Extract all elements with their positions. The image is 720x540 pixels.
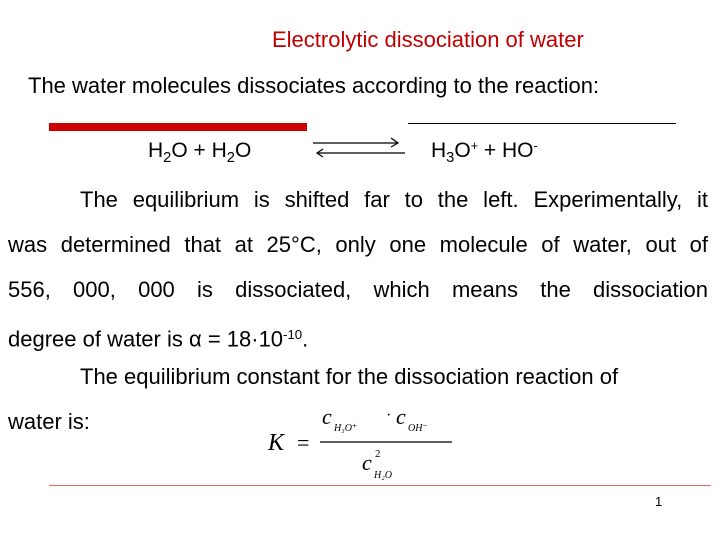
paragraph-line: The equilibrium is shifted far to the left. Experimentally, it <box>80 187 708 212</box>
intro-text: The water molecules dissociates according to the reaction: <box>28 73 600 98</box>
paragraph-line: 556, 000, 000 is dissociated, which means the dissociation <box>8 277 708 302</box>
denominator-sup-2: 2 <box>375 448 381 460</box>
footer-rule <box>49 485 711 486</box>
equals-sign: = <box>297 430 310 455</box>
paragraph-line: degree of water is $\alpha = 18\cdot 10^{-10}$. <box>8 326 309 352</box>
page-number: 1 <box>655 494 663 509</box>
denominator-c: c <box>362 450 372 475</box>
equilibrium-arrows-icon <box>308 133 408 163</box>
numerator-sub-oh: OH⁻ <box>408 423 428 434</box>
equilibrium-constant-equation <box>262 402 462 484</box>
reaction-reactants: $H_2O + H_2O$ <box>148 139 252 167</box>
numerator-c1: c <box>322 404 332 429</box>
divider-line <box>408 123 676 124</box>
denominator-sub-h2o: H₂O <box>374 470 392 481</box>
explanation-paragraph <box>8 177 708 361</box>
reaction-products: $H_3O^+ + HO^-$ <box>431 139 538 167</box>
multiply-dot: · <box>386 407 392 424</box>
paragraph-line: water is: <box>8 409 90 434</box>
slide-title: Electrolytic dissociation of water <box>272 27 584 52</box>
numerator-sub-h3o: H₃O⁺ <box>334 423 358 434</box>
red-accent-bar <box>49 123 307 131</box>
numerator-c2: c <box>396 404 406 429</box>
paragraph-line: The equilibrium constant for the dissociation reaction of <box>80 364 619 389</box>
paragraph-line: was determined that at 25°C, only one molecule of water, out of <box>8 232 708 257</box>
symbol-K: K <box>268 430 285 456</box>
